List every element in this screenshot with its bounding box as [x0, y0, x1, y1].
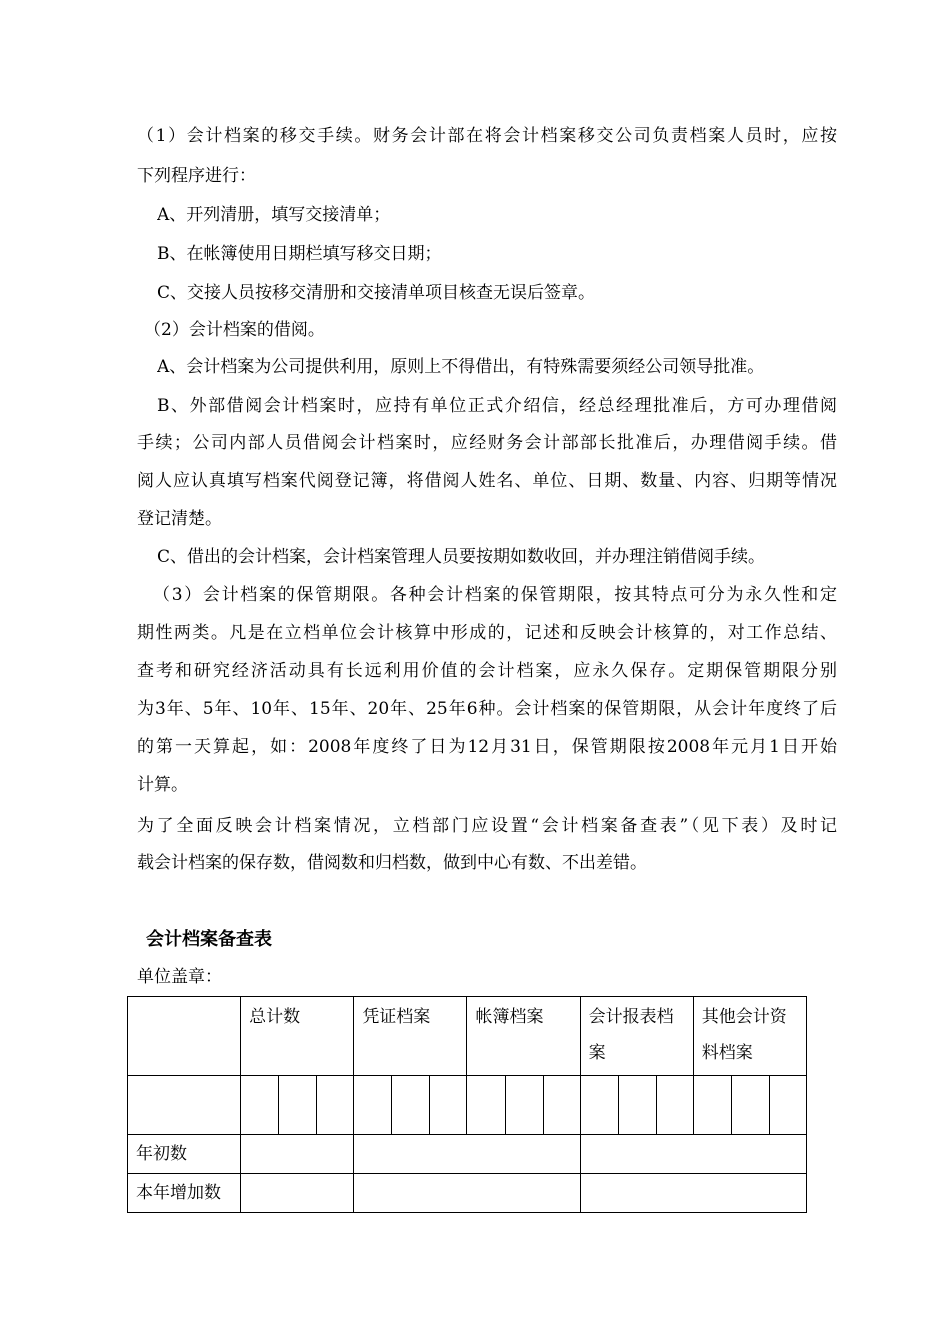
- table-cell: [430, 1076, 467, 1135]
- section-heading: （2）会计档案的借阅。: [144, 320, 325, 340]
- table-cell: [505, 1076, 543, 1135]
- table-cell: [279, 1076, 317, 1135]
- list-item: A、开列清册，填写交接清单；: [157, 205, 391, 225]
- paragraph-line: B、外部借阅会计档案时，应持有单位正式介绍信，经总经理批准后，方可办理借阅: [157, 396, 837, 416]
- header-cell: 帐簿档案: [467, 997, 580, 1076]
- paragraph-line: 阅人应认真填写档案代阅登记簿，将借阅人姓名、单位、日期、数量、内容、归期等情况: [137, 471, 837, 491]
- paragraph-line: 计算。: [137, 775, 188, 795]
- table-row: [128, 1174, 807, 1213]
- header-cell: 会计报表档案: [580, 997, 693, 1076]
- paragraph-line: 为了全面反映会计档案情况，立档部门应设置“会计档案备查表”（见下表）及时记: [137, 816, 837, 836]
- table-cell: [769, 1076, 806, 1135]
- table-cell: [317, 1076, 354, 1135]
- list-item: A、会计档案为公司提供利用，原则上不得借出，有特殊需要须经公司领导批准。: [157, 357, 765, 377]
- table-cell: [354, 1135, 580, 1174]
- paragraph-line: 为3年、5年、10年、15年、20年、25年6种。会计档案的保管期限，从会计年度终了后: [137, 699, 837, 719]
- list-item: B、在帐簿使用日期栏填写移交日期；: [157, 244, 442, 264]
- table-corner-cell: [128, 997, 241, 1076]
- paragraph-line: 手续；公司内部人员借阅会计档案时，应经财务会计部部长批准后，办理借阅手续。借: [137, 433, 837, 453]
- row-label: 年初数: [128, 1135, 241, 1174]
- table-header-row: [128, 997, 807, 1076]
- paragraph-line: 下列程序进行：: [137, 166, 256, 186]
- table-cell: [731, 1076, 769, 1135]
- table-cell: [467, 1076, 505, 1135]
- table-cell: [241, 1076, 279, 1135]
- table-cell: [618, 1076, 656, 1135]
- header-cell: 凭证档案: [354, 997, 467, 1076]
- paragraph-line: 载会计档案的保存数，借阅数和归档数，做到中心有数、不出差错。: [137, 853, 647, 873]
- paragraph-line: （1）会计档案的移交手续。财务会计部在将会计档案移交公司负责档案人员时，应按: [137, 126, 837, 146]
- table-cell: [693, 1076, 731, 1135]
- row-label: 本年增加数: [128, 1174, 241, 1213]
- paragraph-line: 期性两类。凡是在立档单位会计核算中形成的，记述和反映会计核算的，对工作总结、: [137, 623, 837, 643]
- table-cell: [354, 1076, 392, 1135]
- table-cell: [241, 1135, 354, 1174]
- table-row: [128, 1135, 807, 1174]
- table-cell: [392, 1076, 430, 1135]
- table-cell: [580, 1174, 806, 1213]
- table-cell: [354, 1174, 580, 1213]
- paragraph-line: 查考和研究经济活动具有长远利用价值的会计档案，应永久保存。定期保管期限分别: [137, 661, 837, 681]
- stamp-label: 单位盖章：: [137, 967, 222, 987]
- paragraph-line: （3）会计档案的保管期限。各种会计档案的保管期限，按其特点可分为永久性和定: [153, 585, 837, 605]
- paragraph-line: 登记清楚。: [137, 509, 222, 529]
- paragraph-line: 的第一天算起，如：2008年度终了日为12月31日，保管期限按2008年元月1日开始: [137, 737, 837, 757]
- table-title: 会计档案备查表: [146, 929, 272, 950]
- header-cell: 总计数: [241, 997, 354, 1076]
- table-cell: [580, 1076, 618, 1135]
- table-cell: [656, 1076, 693, 1135]
- list-item: C、交接人员按移交清册和交接清单项目核查无误后签章。: [157, 283, 596, 303]
- table-cell: [580, 1135, 806, 1174]
- table-cell: [128, 1076, 241, 1135]
- table-cell: [241, 1174, 354, 1213]
- header-cell: 其他会计资料档案: [693, 997, 806, 1076]
- table-cell: [543, 1076, 580, 1135]
- list-item: C、借出的会计档案，会计档案管理人员要按期如数收回，并办理注销借阅手续。: [157, 547, 766, 567]
- archive-ledger-table: [127, 996, 807, 1213]
- table-subheader-row: [128, 1076, 807, 1135]
